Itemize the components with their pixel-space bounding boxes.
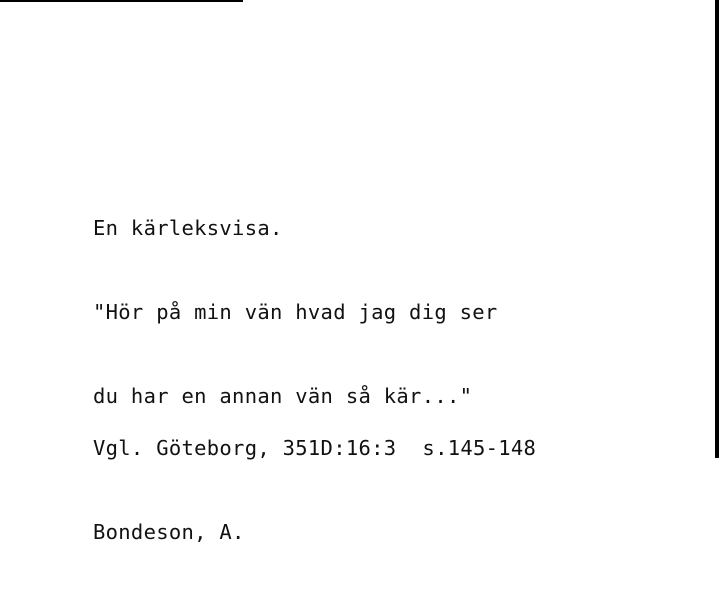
source-reference bbox=[93, 378, 536, 602]
scan-edge-top bbox=[0, 0, 243, 2]
collector-name: Bondeson, A. bbox=[93, 520, 245, 544]
song-title: En kärleksvisa. bbox=[93, 216, 283, 240]
verse-line-1: "Hör på min vän hvad jag dig ser bbox=[93, 300, 498, 324]
scan-edge-right bbox=[715, 0, 719, 458]
archive-reference: Vgl. Göteborg, 351D:16:3 bbox=[93, 436, 397, 460]
page-range: s.145-148 bbox=[422, 436, 537, 460]
reference-line bbox=[93, 434, 536, 462]
verse-line-2: du har en annan vän så kär..." bbox=[93, 384, 473, 408]
